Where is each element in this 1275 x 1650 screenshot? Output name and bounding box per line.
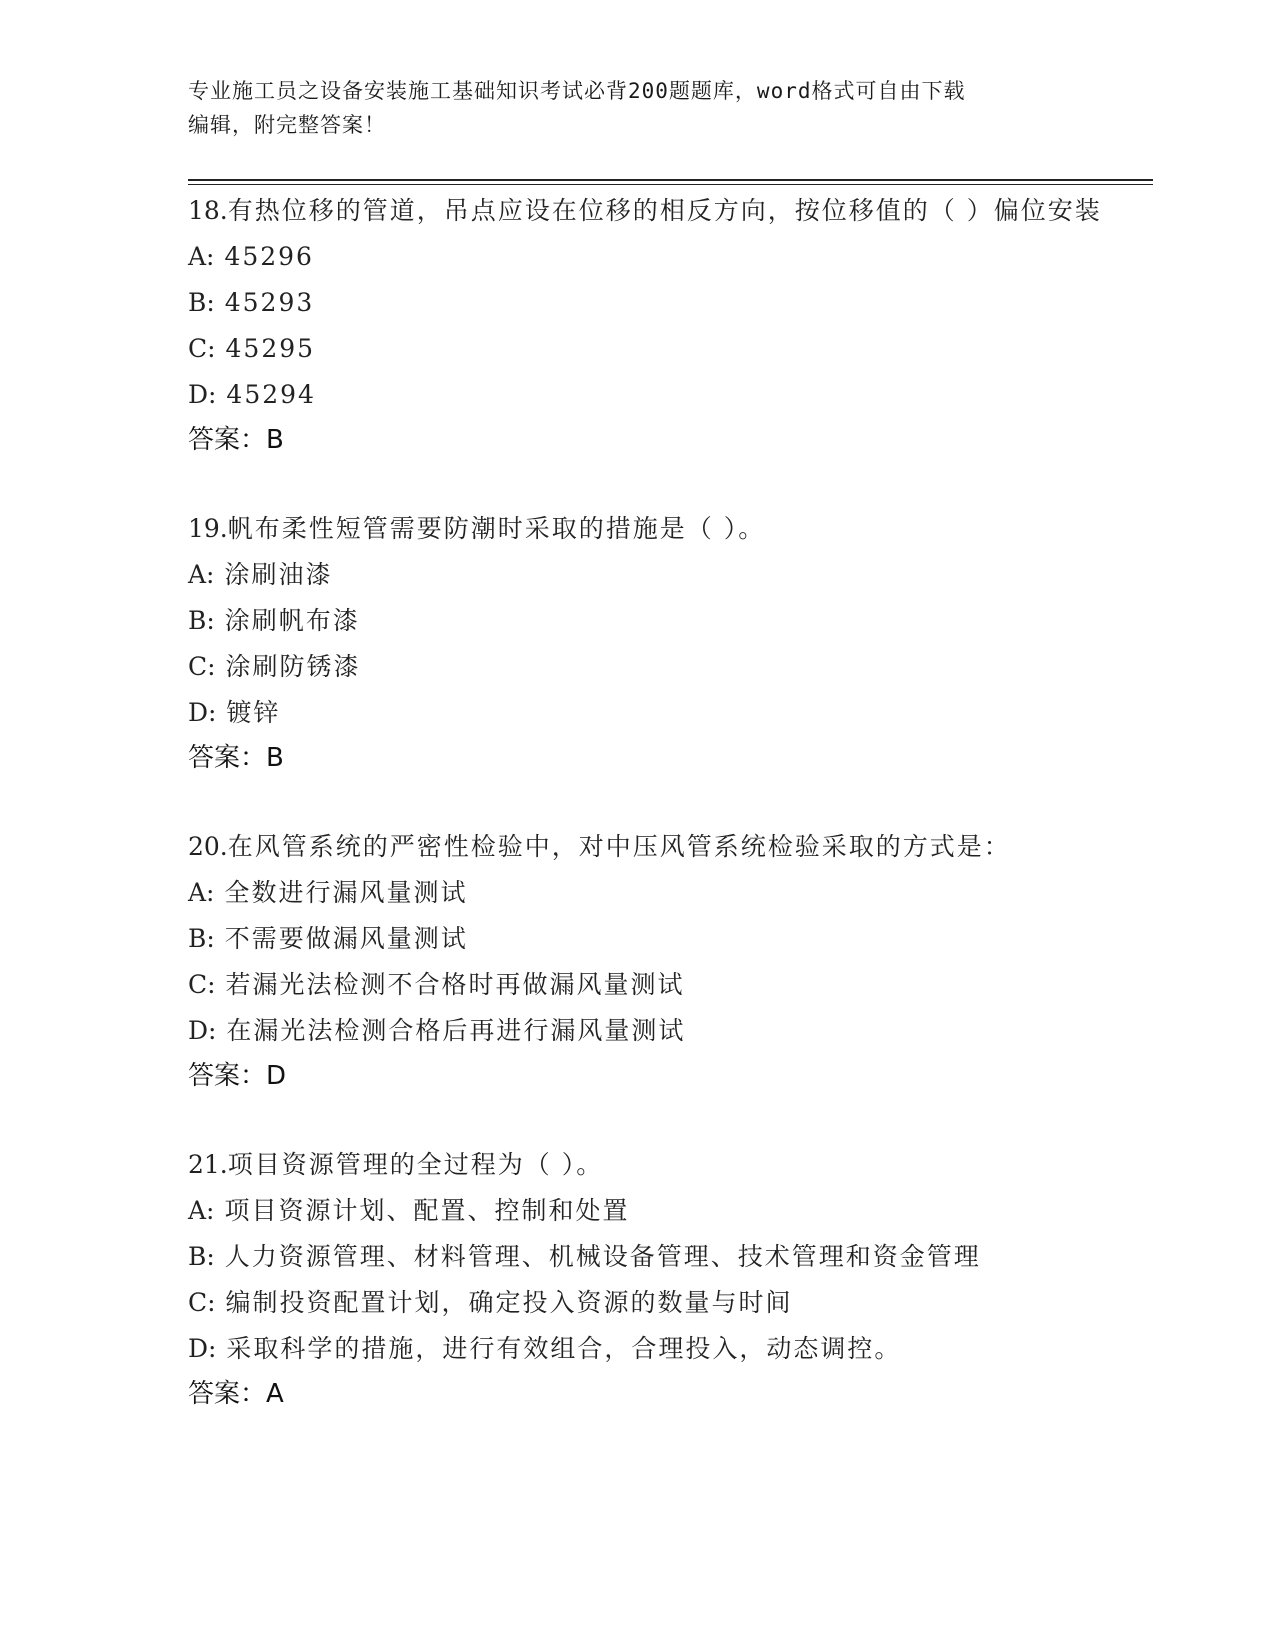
question-number: 18. — [188, 196, 228, 225]
header-line-2: 编辑，附完整答案！ — [188, 113, 386, 137]
question-stem — [188, 188, 1148, 234]
question-text: 有热位移的管道，吊点应设在位移的相反方向，按位移值的（ ）偏位安装 — [227, 196, 1102, 225]
option-letter: C: — [188, 970, 216, 999]
option-text: 若漏光法检测不合格时再做漏风量测试 — [225, 970, 685, 999]
option-text: 全数进行漏风量测试 — [224, 878, 468, 907]
option-letter: B: — [188, 288, 215, 317]
question-stem — [188, 1142, 1148, 1188]
option-letter: D: — [188, 698, 217, 727]
option-letter: A: — [188, 242, 215, 271]
option-letter: A: — [188, 560, 215, 589]
option-d — [188, 690, 1148, 736]
header-divider-thick — [188, 179, 1153, 181]
answer-line: 答案：D — [188, 1061, 287, 1091]
option-text: 45296 — [224, 242, 314, 271]
option-text: 采取科学的措施，进行有效组合，合理投入，动态调控。 — [226, 1334, 902, 1363]
question-list — [188, 188, 1148, 1460]
option-letter: D: — [188, 1016, 217, 1045]
option-b — [188, 1234, 1148, 1280]
answer-line: 答案：B — [188, 425, 284, 455]
option-a — [188, 1188, 1148, 1234]
question-number: 20. — [188, 832, 228, 861]
option-text: 项目资源计划、配置、控制和处置 — [224, 1196, 630, 1225]
option-c — [188, 1280, 1148, 1326]
option-text: 编制投资配置计划，确定投入资源的数量与时间 — [225, 1288, 793, 1317]
question-20 — [188, 824, 1148, 1098]
header-divider-thin — [188, 184, 1153, 185]
option-c — [188, 962, 1148, 1008]
option-letter: A: — [188, 1196, 215, 1225]
question-21 — [188, 1142, 1148, 1416]
option-text: 涂刷防锈漆 — [225, 652, 361, 681]
option-text: 人力资源管理、材料管理、机械设备管理、技术管理和资金管理 — [224, 1242, 981, 1271]
option-letter: C: — [188, 1288, 216, 1317]
option-a — [188, 234, 1148, 280]
header-line-1: 专业施工员之设备安装施工基础知识考试必背200题题库，word格式可自由下载 — [188, 79, 966, 103]
question-number: 21. — [188, 1150, 228, 1179]
option-b — [188, 916, 1148, 962]
question-18 — [188, 188, 1148, 462]
document-header — [188, 74, 1088, 142]
option-text: 在漏光法检测合格后再进行漏风量测试 — [226, 1016, 686, 1045]
option-letter: D: — [188, 380, 217, 409]
option-letter: B: — [188, 606, 215, 635]
option-letter: A: — [188, 878, 215, 907]
question-19 — [188, 506, 1148, 780]
answer-line: 答案：A — [188, 1379, 284, 1409]
question-stem — [188, 824, 1148, 870]
option-a — [188, 870, 1148, 916]
option-d — [188, 1326, 1148, 1372]
option-letter: D: — [188, 1334, 217, 1363]
option-text: 45295 — [225, 334, 316, 363]
option-letter: B: — [188, 1242, 215, 1271]
option-text: 不需要做漏风量测试 — [224, 924, 468, 953]
option-d — [188, 1008, 1148, 1054]
option-b — [188, 280, 1148, 326]
option-a — [188, 552, 1148, 598]
option-text: 45294 — [226, 380, 316, 409]
option-text: 涂刷油漆 — [224, 560, 333, 589]
option-text: 镀锌 — [226, 698, 281, 727]
question-text: 帆布柔性短管需要防潮时采取的措施是（ ）。 — [227, 514, 766, 543]
option-d — [188, 372, 1148, 418]
option-letter: B: — [188, 924, 215, 953]
option-text: 涂刷帆布漆 — [224, 606, 360, 635]
option-c — [188, 644, 1148, 690]
question-number: 19. — [188, 514, 228, 543]
answer-line: 答案：B — [188, 743, 284, 773]
option-letter: C: — [188, 652, 216, 681]
option-b — [188, 598, 1148, 644]
question-text: 项目资源管理的全过程为（ ）。 — [227, 1150, 604, 1179]
option-letter: C: — [188, 334, 216, 363]
option-c — [188, 326, 1148, 372]
option-text: 45293 — [224, 288, 315, 317]
question-stem — [188, 506, 1148, 552]
question-text: 在风管系统的严密性检验中，对中压风管系统检验采取的方式是： — [227, 832, 1011, 861]
